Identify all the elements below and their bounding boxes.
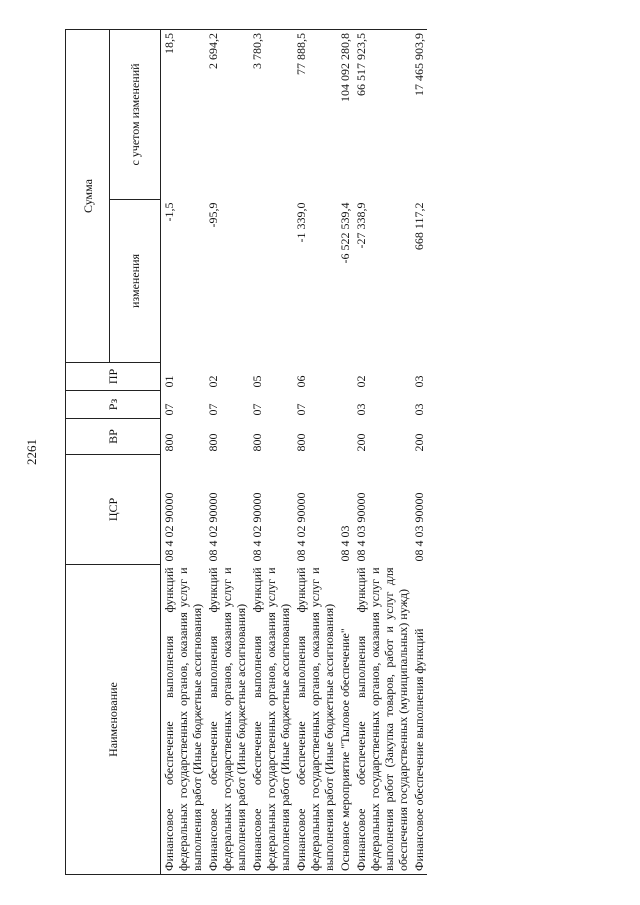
header-csr: ЦСР xyxy=(66,455,161,565)
row-vr: 800 xyxy=(250,433,264,452)
header-sum: Сумма xyxy=(66,29,110,362)
row-total: 77 888,5 xyxy=(293,29,337,199)
row-csr: 08 4 02 90000 xyxy=(206,492,220,562)
row-name: Основное мероприятие "Тыловое обеспечение" xyxy=(337,565,353,875)
row-pr: 03 xyxy=(412,375,426,388)
header-vr: ВР xyxy=(66,419,161,455)
row-rz: 07 xyxy=(162,403,176,416)
row-name: Финансовое обеспечение выполнения функций федеральных государственных органов, оказания услуг и выполнения работ (Закупка товаров, работ и услуг для обеспечения государственных (муниципальных) нужд) xyxy=(353,565,411,875)
row-rz xyxy=(337,391,353,419)
row-total: 18,5 xyxy=(161,29,206,199)
header-name: Наименование xyxy=(66,565,161,875)
row-csr: 08 4 02 90000 xyxy=(162,492,176,562)
row-vr xyxy=(337,419,353,455)
row-change xyxy=(249,200,293,363)
row-rz: 03 xyxy=(354,403,368,416)
table-row xyxy=(411,29,427,874)
row-name: Финансовое обеспечение выполнения функций федеральных государственных органов, оказания услуг и выполнения работ (Иные бюджетные ассигнования) xyxy=(161,565,206,875)
row-vr: 200 xyxy=(412,433,426,452)
row-name: Финансовое обеспечение выполнения функций федеральных государственных органов, оказания услуг и выполнения работ (Иные бюджетные ассигнования) xyxy=(205,565,249,875)
row-name: Финансовое обеспечение выполнения функций федеральных государственных органов, оказания услуг и выполнения работ (Иные бюджетные ассигнования) xyxy=(293,565,337,875)
row-rz: 07 xyxy=(294,403,308,416)
header-with-changes: с учетом изменений xyxy=(110,29,161,199)
table-row xyxy=(161,29,206,874)
page-number: 2261 xyxy=(24,439,39,465)
header-changes: изменения xyxy=(110,200,161,363)
row-pr: 02 xyxy=(206,375,220,388)
header-rz: Рз xyxy=(66,391,161,419)
row-change: 668 117,2 xyxy=(412,202,426,251)
row-change: -6 522 539,4 xyxy=(338,202,352,264)
row-pr: 01 xyxy=(162,375,176,388)
row-csr: 08 4 03 90000 xyxy=(412,492,426,562)
row-name: Финансовое обеспечение выполнения функций xyxy=(411,565,427,875)
row-total: 3 780,3 xyxy=(249,29,293,199)
row-vr: 800 xyxy=(162,433,176,452)
table-row xyxy=(205,29,249,874)
row-total: 17 465 903,9 xyxy=(411,29,427,199)
row-change: -95,9 xyxy=(206,202,220,228)
row-change: -27 338,9 xyxy=(354,202,368,249)
row-csr: 08 4 03 90000 xyxy=(354,492,368,562)
row-rz: 03 xyxy=(412,403,426,416)
row-pr: 02 xyxy=(354,375,368,388)
row-total: 2 694,2 xyxy=(205,29,249,199)
row-csr: 08 4 03 xyxy=(338,525,352,562)
budget-table xyxy=(65,29,427,875)
row-vr: 800 xyxy=(294,433,308,452)
row-change: -1 339,0 xyxy=(294,202,308,243)
row-rz: 07 xyxy=(206,403,220,416)
row-pr xyxy=(337,363,353,391)
row-rz: 07 xyxy=(250,403,264,416)
row-pr: 06 xyxy=(294,375,308,388)
rotated-page-content xyxy=(65,30,565,875)
row-csr: 08 4 02 90000 xyxy=(250,492,264,562)
table-row xyxy=(353,29,411,874)
row-csr: 08 4 02 90000 xyxy=(294,492,308,562)
row-name: Финансовое обеспечение выполнения функций федеральных государственных органов, оказания услуг и выполнения работ (Иные бюджетные ассигнования) xyxy=(249,565,293,875)
row-vr: 200 xyxy=(354,433,368,452)
row-pr: 05 xyxy=(250,375,264,388)
row-total: 66 517 923,5 xyxy=(353,29,411,199)
row-total: 104 092 280,8 xyxy=(337,29,353,199)
table-row xyxy=(249,29,293,874)
table-row xyxy=(337,29,353,874)
table-row xyxy=(293,29,337,874)
row-vr: 800 xyxy=(206,433,220,452)
row-change: -1,5 xyxy=(162,202,176,222)
header-pr: ПР xyxy=(66,363,161,391)
